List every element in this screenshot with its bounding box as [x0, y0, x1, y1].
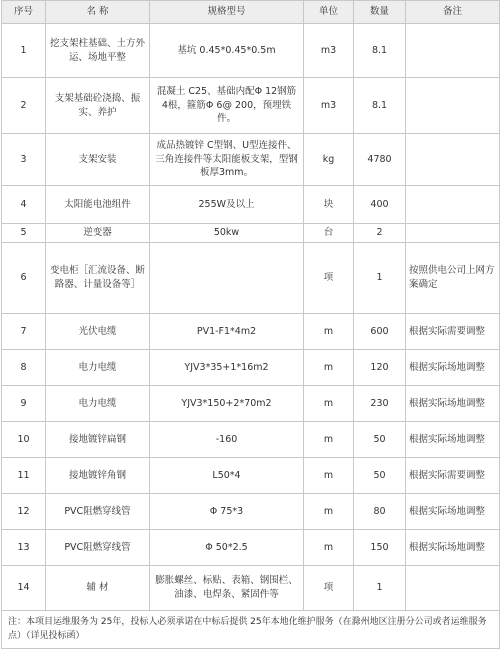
table-row [2, 494, 500, 530]
row-note: 根据实际场地调整 [406, 530, 500, 566]
row-note [406, 224, 500, 243]
row-unit: m3 [304, 78, 354, 134]
row-qty: 2 [354, 224, 406, 243]
row-spec: Φ 50*2.5 [150, 530, 304, 566]
row-no: 11 [2, 458, 46, 494]
table-row [2, 458, 500, 494]
table-header-row [2, 1, 500, 24]
row-spec: L50*4 [150, 458, 304, 494]
row-spec: PV1-F1*4m2 [150, 314, 304, 350]
row-unit: 块 [304, 186, 354, 224]
row-name: PVC阻燃穿线管 [46, 530, 150, 566]
row-name: 接地镀锌扁钢 [46, 422, 150, 458]
row-unit: m [304, 350, 354, 386]
row-note [406, 78, 500, 134]
table-row [2, 134, 500, 186]
row-qty: 8.1 [354, 78, 406, 134]
row-name: 逆变器 [46, 224, 150, 243]
row-qty: 50 [354, 422, 406, 458]
row-unit: m3 [304, 24, 354, 78]
row-no: 5 [2, 224, 46, 243]
row-spec: YJV3*35+1*16m2 [150, 350, 304, 386]
row-no: 14 [2, 566, 46, 611]
header-note: 备注 [406, 1, 500, 24]
table-row [2, 243, 500, 314]
row-no: 1 [2, 24, 46, 78]
row-note: 根据实际需要调整 [406, 314, 500, 350]
header-name: 名 称 [46, 1, 150, 24]
row-no: 2 [2, 78, 46, 134]
row-note: 按照供电公司上网方案确定 [406, 243, 500, 314]
row-note [406, 566, 500, 611]
row-qty: 230 [354, 386, 406, 422]
bill-of-quantities-table [1, 0, 500, 649]
row-unit: m [304, 386, 354, 422]
row-name: 支架安装 [46, 134, 150, 186]
row-no: 13 [2, 530, 46, 566]
row-unit: m [304, 422, 354, 458]
row-qty: 8.1 [354, 24, 406, 78]
row-name: 挖支架柱基础、土方外运、场地平整 [46, 24, 150, 78]
row-spec: -160 [150, 422, 304, 458]
table-row [2, 422, 500, 458]
header-unit: 单位 [304, 1, 354, 24]
row-name: 光伏电缆 [46, 314, 150, 350]
row-name: 辅 材 [46, 566, 150, 611]
row-spec: 膨胀螺丝、标贴、表箱、钢围栏、油漆、电焊条、紧固件等 [150, 566, 304, 611]
row-name: 太阳能电池组件 [46, 186, 150, 224]
row-qty: 80 [354, 494, 406, 530]
row-note: 根据实际场地调整 [406, 386, 500, 422]
row-no: 10 [2, 422, 46, 458]
row-name: PVC阻燃穿线管 [46, 494, 150, 530]
row-no: 6 [2, 243, 46, 314]
table-row [2, 78, 500, 134]
table-row [2, 566, 500, 611]
row-name: 电力电缆 [46, 350, 150, 386]
table-row [2, 24, 500, 78]
footnote: 注：本项目运维服务为 25年，投标人必须承诺在中标后提供 25年本地化维护服务（在滁州地区注册分公司或者运维服务点）（详见投标函） [2, 611, 500, 649]
row-name: 变电柜［汇流设备、断路器、计量设备等］ [46, 243, 150, 314]
row-note: 根据实际场地调整 [406, 422, 500, 458]
row-unit: kg [304, 134, 354, 186]
row-qty: 1 [354, 243, 406, 314]
row-unit: m [304, 530, 354, 566]
row-no: 4 [2, 186, 46, 224]
table-row [2, 314, 500, 350]
row-spec: 成品热镀锌 C型钢、U型连接件、三角连接件等太阳能板支架，型钢板厚3mm。 [150, 134, 304, 186]
row-name: 接地镀锌角钢 [46, 458, 150, 494]
row-no: 8 [2, 350, 46, 386]
row-note: 根据实际场地调整 [406, 494, 500, 530]
row-unit: m [304, 458, 354, 494]
header-no: 序号 [2, 1, 46, 24]
row-qty: 120 [354, 350, 406, 386]
row-note [406, 134, 500, 186]
row-note [406, 186, 500, 224]
row-note [406, 24, 500, 78]
row-spec: 255W及以上 [150, 186, 304, 224]
row-spec: 基坑 0.45*0.45*0.5m [150, 24, 304, 78]
row-qty: 600 [354, 314, 406, 350]
row-note: 根据实际需要调整 [406, 458, 500, 494]
row-name: 支架基础砼浇捣、振实、养护 [46, 78, 150, 134]
row-spec: Φ 75*3 [150, 494, 304, 530]
table-row [2, 224, 500, 243]
table-row [2, 386, 500, 422]
row-qty: 50 [354, 458, 406, 494]
row-unit: 台 [304, 224, 354, 243]
row-no: 7 [2, 314, 46, 350]
row-qty: 4780 [354, 134, 406, 186]
table-row [2, 530, 500, 566]
row-name: 电力电缆 [46, 386, 150, 422]
row-qty: 150 [354, 530, 406, 566]
table-row [2, 186, 500, 224]
row-note: 根据实际场地调整 [406, 350, 500, 386]
row-qty: 400 [354, 186, 406, 224]
table-row [2, 350, 500, 386]
footnote-row [2, 611, 500, 649]
row-no: 9 [2, 386, 46, 422]
row-no: 3 [2, 134, 46, 186]
row-spec: YJV3*150+2*70m2 [150, 386, 304, 422]
row-unit: 项 [304, 566, 354, 611]
header-qty: 数量 [354, 1, 406, 24]
row-unit: 项 [304, 243, 354, 314]
row-unit: m [304, 314, 354, 350]
header-spec: 规格型号 [150, 1, 304, 24]
row-spec [150, 243, 304, 314]
row-no: 12 [2, 494, 46, 530]
row-qty: 1 [354, 566, 406, 611]
row-unit: m [304, 494, 354, 530]
row-spec: 混凝土 C25、基础内配Φ 12钢筋 4根，箍筋Φ 6@ 200，预埋铁件。 [150, 78, 304, 134]
row-spec: 50kw [150, 224, 304, 243]
